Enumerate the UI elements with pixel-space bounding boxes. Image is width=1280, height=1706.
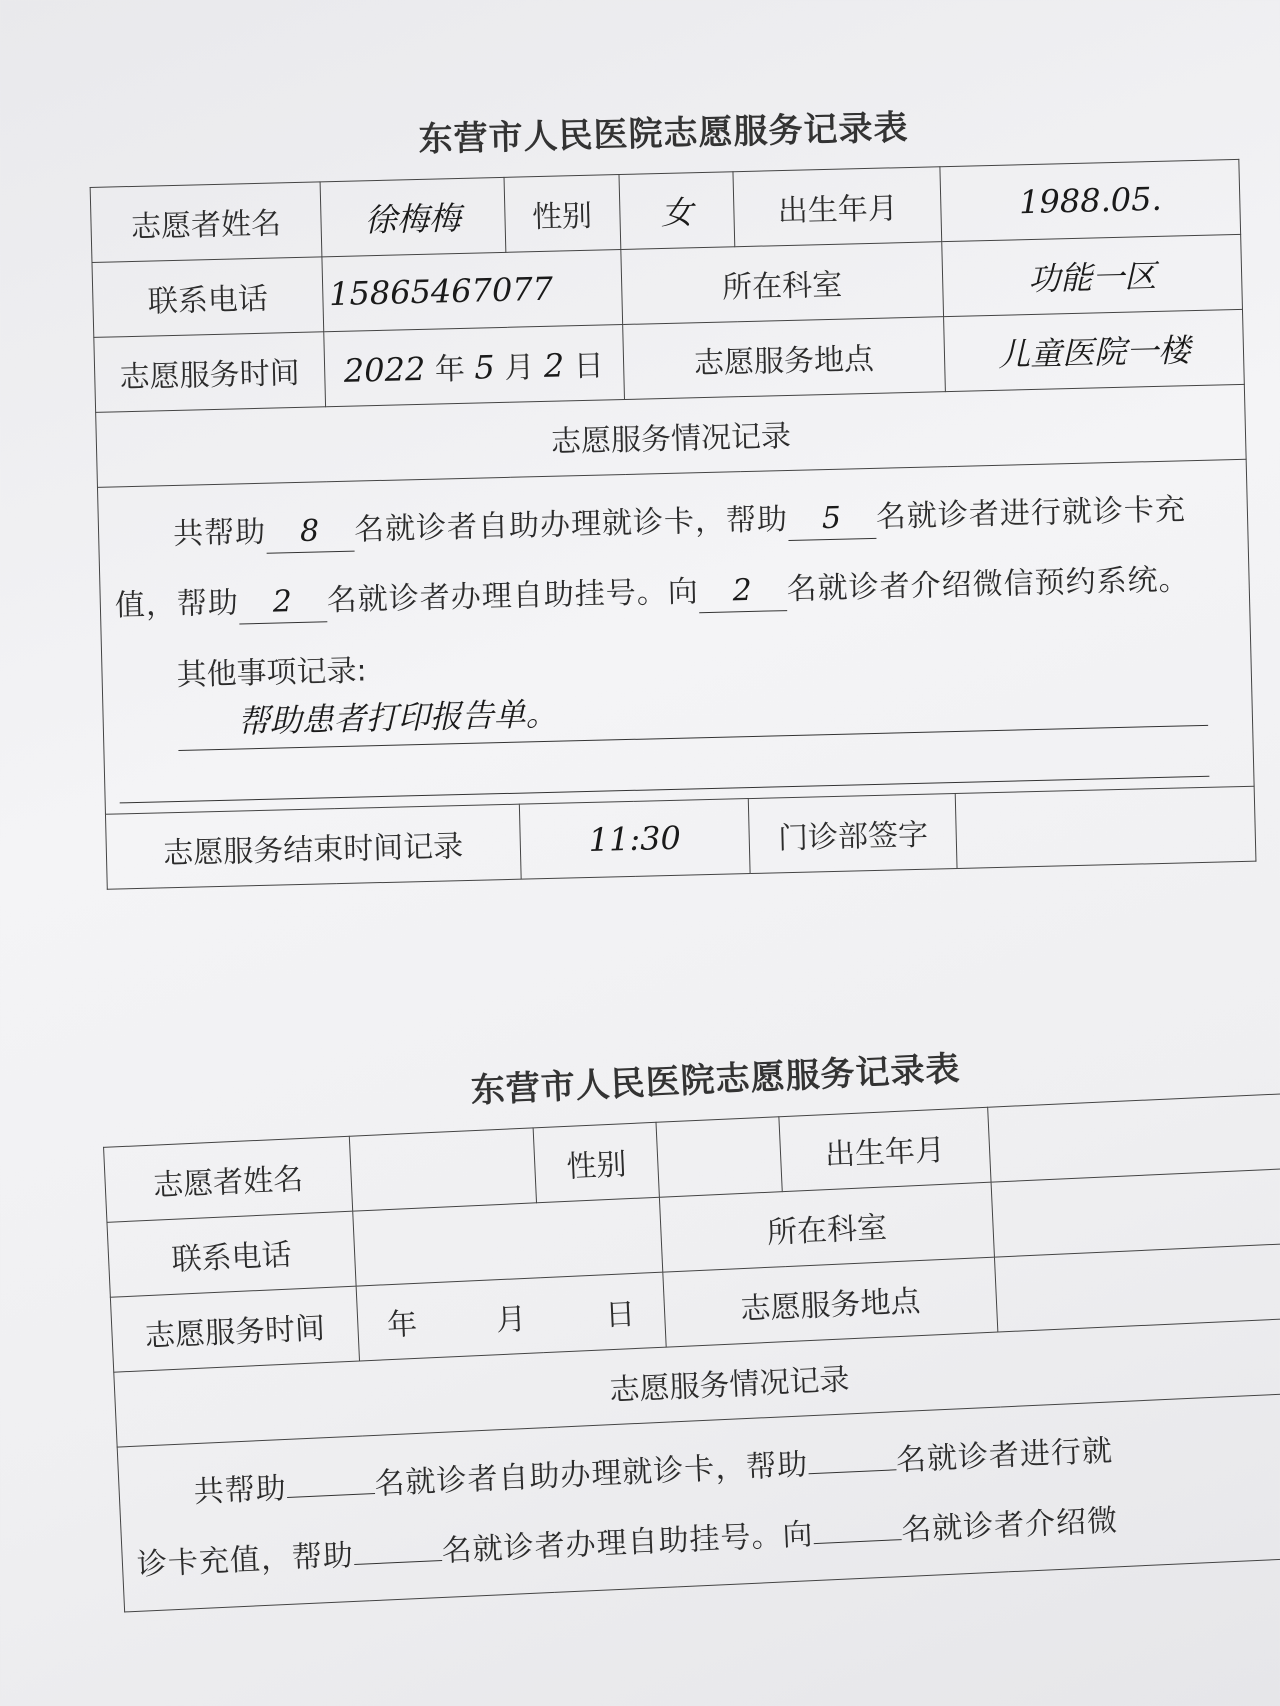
record-form-blank — [100, 1024, 1280, 1612]
value-name[interactable] — [349, 1128, 537, 1211]
blank-recharge[interactable] — [809, 1469, 897, 1474]
label-dept: 所在科室 — [620, 242, 943, 325]
value-birth[interactable]: 1988.05. — [940, 159, 1241, 241]
record-paragraph: 共帮助 8 名就诊者自助办理就诊卡，帮助 5 名就诊者进行就诊卡充值，帮助 2 名就诊者办理自助挂号。向 2 名就诊者介绍微信预约系统。 — [114, 492, 1190, 624]
value-service-place[interactable]: 儿童医院一楼 — [944, 309, 1245, 391]
value-service-date[interactable]: 2022 年 5 月 2 日 — [324, 325, 624, 407]
blank-register[interactable] — [354, 1560, 442, 1565]
label-phone: 联系电话 — [92, 257, 324, 338]
row-record-body — [97, 459, 1254, 814]
form-title: 东营市人民医院志愿服务记录表 — [469, 1048, 962, 1112]
info-table — [90, 159, 1257, 890]
label-birth: 出生年月 — [779, 1107, 991, 1191]
blank-wechat[interactable] — [814, 1539, 902, 1544]
label-name: 志愿者姓名 — [90, 182, 322, 263]
record-form-filled — [88, 92, 1256, 890]
value-gender[interactable] — [656, 1117, 782, 1197]
label-phone: 联系电话 — [107, 1211, 356, 1297]
info-table — [103, 1091, 1280, 1612]
blank-recharge[interactable]: 5 — [787, 498, 876, 541]
label-name: 志愿者姓名 — [104, 1136, 353, 1222]
value-signature[interactable] — [955, 786, 1256, 868]
blank-cards[interactable] — [287, 1493, 375, 1498]
value-phone[interactable] — [353, 1197, 663, 1286]
label-service-time: 志愿服务时间 — [94, 332, 326, 413]
value-service-date[interactable]: 年 月 日 — [356, 1272, 666, 1361]
value-end-time[interactable]: 11:30 — [519, 799, 751, 880]
other-items-label: 其他事项记录: — [176, 653, 368, 693]
label-service-time: 志愿服务时间 — [110, 1286, 359, 1372]
label-gender: 性别 — [533, 1122, 659, 1202]
blank-wechat[interactable]: 2 — [698, 570, 787, 613]
record-paragraph-2: 诊卡充值，帮助 名就诊者办理自助挂号。向 名就诊者介绍微 — [136, 1503, 1119, 1583]
value-dept[interactable] — [991, 1167, 1280, 1258]
label-birth: 出生年月 — [733, 167, 942, 247]
label-dept: 所在科室 — [659, 1182, 994, 1272]
label-service-place: 志愿服务地点 — [663, 1257, 998, 1347]
other-items-line-1[interactable]: 帮助患者打印报告单。 — [177, 669, 1208, 751]
label-end-time: 志愿服务结束时间记录 — [105, 804, 520, 889]
value-phone[interactable]: 15865467077 — [322, 250, 622, 332]
label-service-place: 志愿服务地点 — [622, 317, 945, 400]
label-gender: 性别 — [504, 175, 621, 253]
value-gender[interactable]: 女 — [619, 172, 736, 250]
record-header: 志愿服务情况记录 — [114, 1316, 1280, 1447]
blank-register[interactable]: 2 — [238, 581, 327, 624]
blank-cards[interactable]: 8 — [266, 511, 355, 554]
form-title: 东营市人民医院志愿服务记录表 — [418, 107, 909, 160]
record-body — [97, 459, 1254, 814]
value-dept[interactable]: 功能一区 — [942, 234, 1243, 316]
record-header: 志愿服务情况记录 — [96, 384, 1246, 487]
record-paragraph: 共帮助 名就诊者自助办理就诊卡，帮助 名就诊者进行就 — [193, 1433, 1114, 1511]
value-service-place[interactable] — [994, 1242, 1280, 1333]
label-signature: 门诊部签字 — [749, 794, 958, 874]
value-name[interactable]: 徐梅梅 — [320, 177, 506, 256]
value-birth[interactable] — [987, 1092, 1280, 1183]
